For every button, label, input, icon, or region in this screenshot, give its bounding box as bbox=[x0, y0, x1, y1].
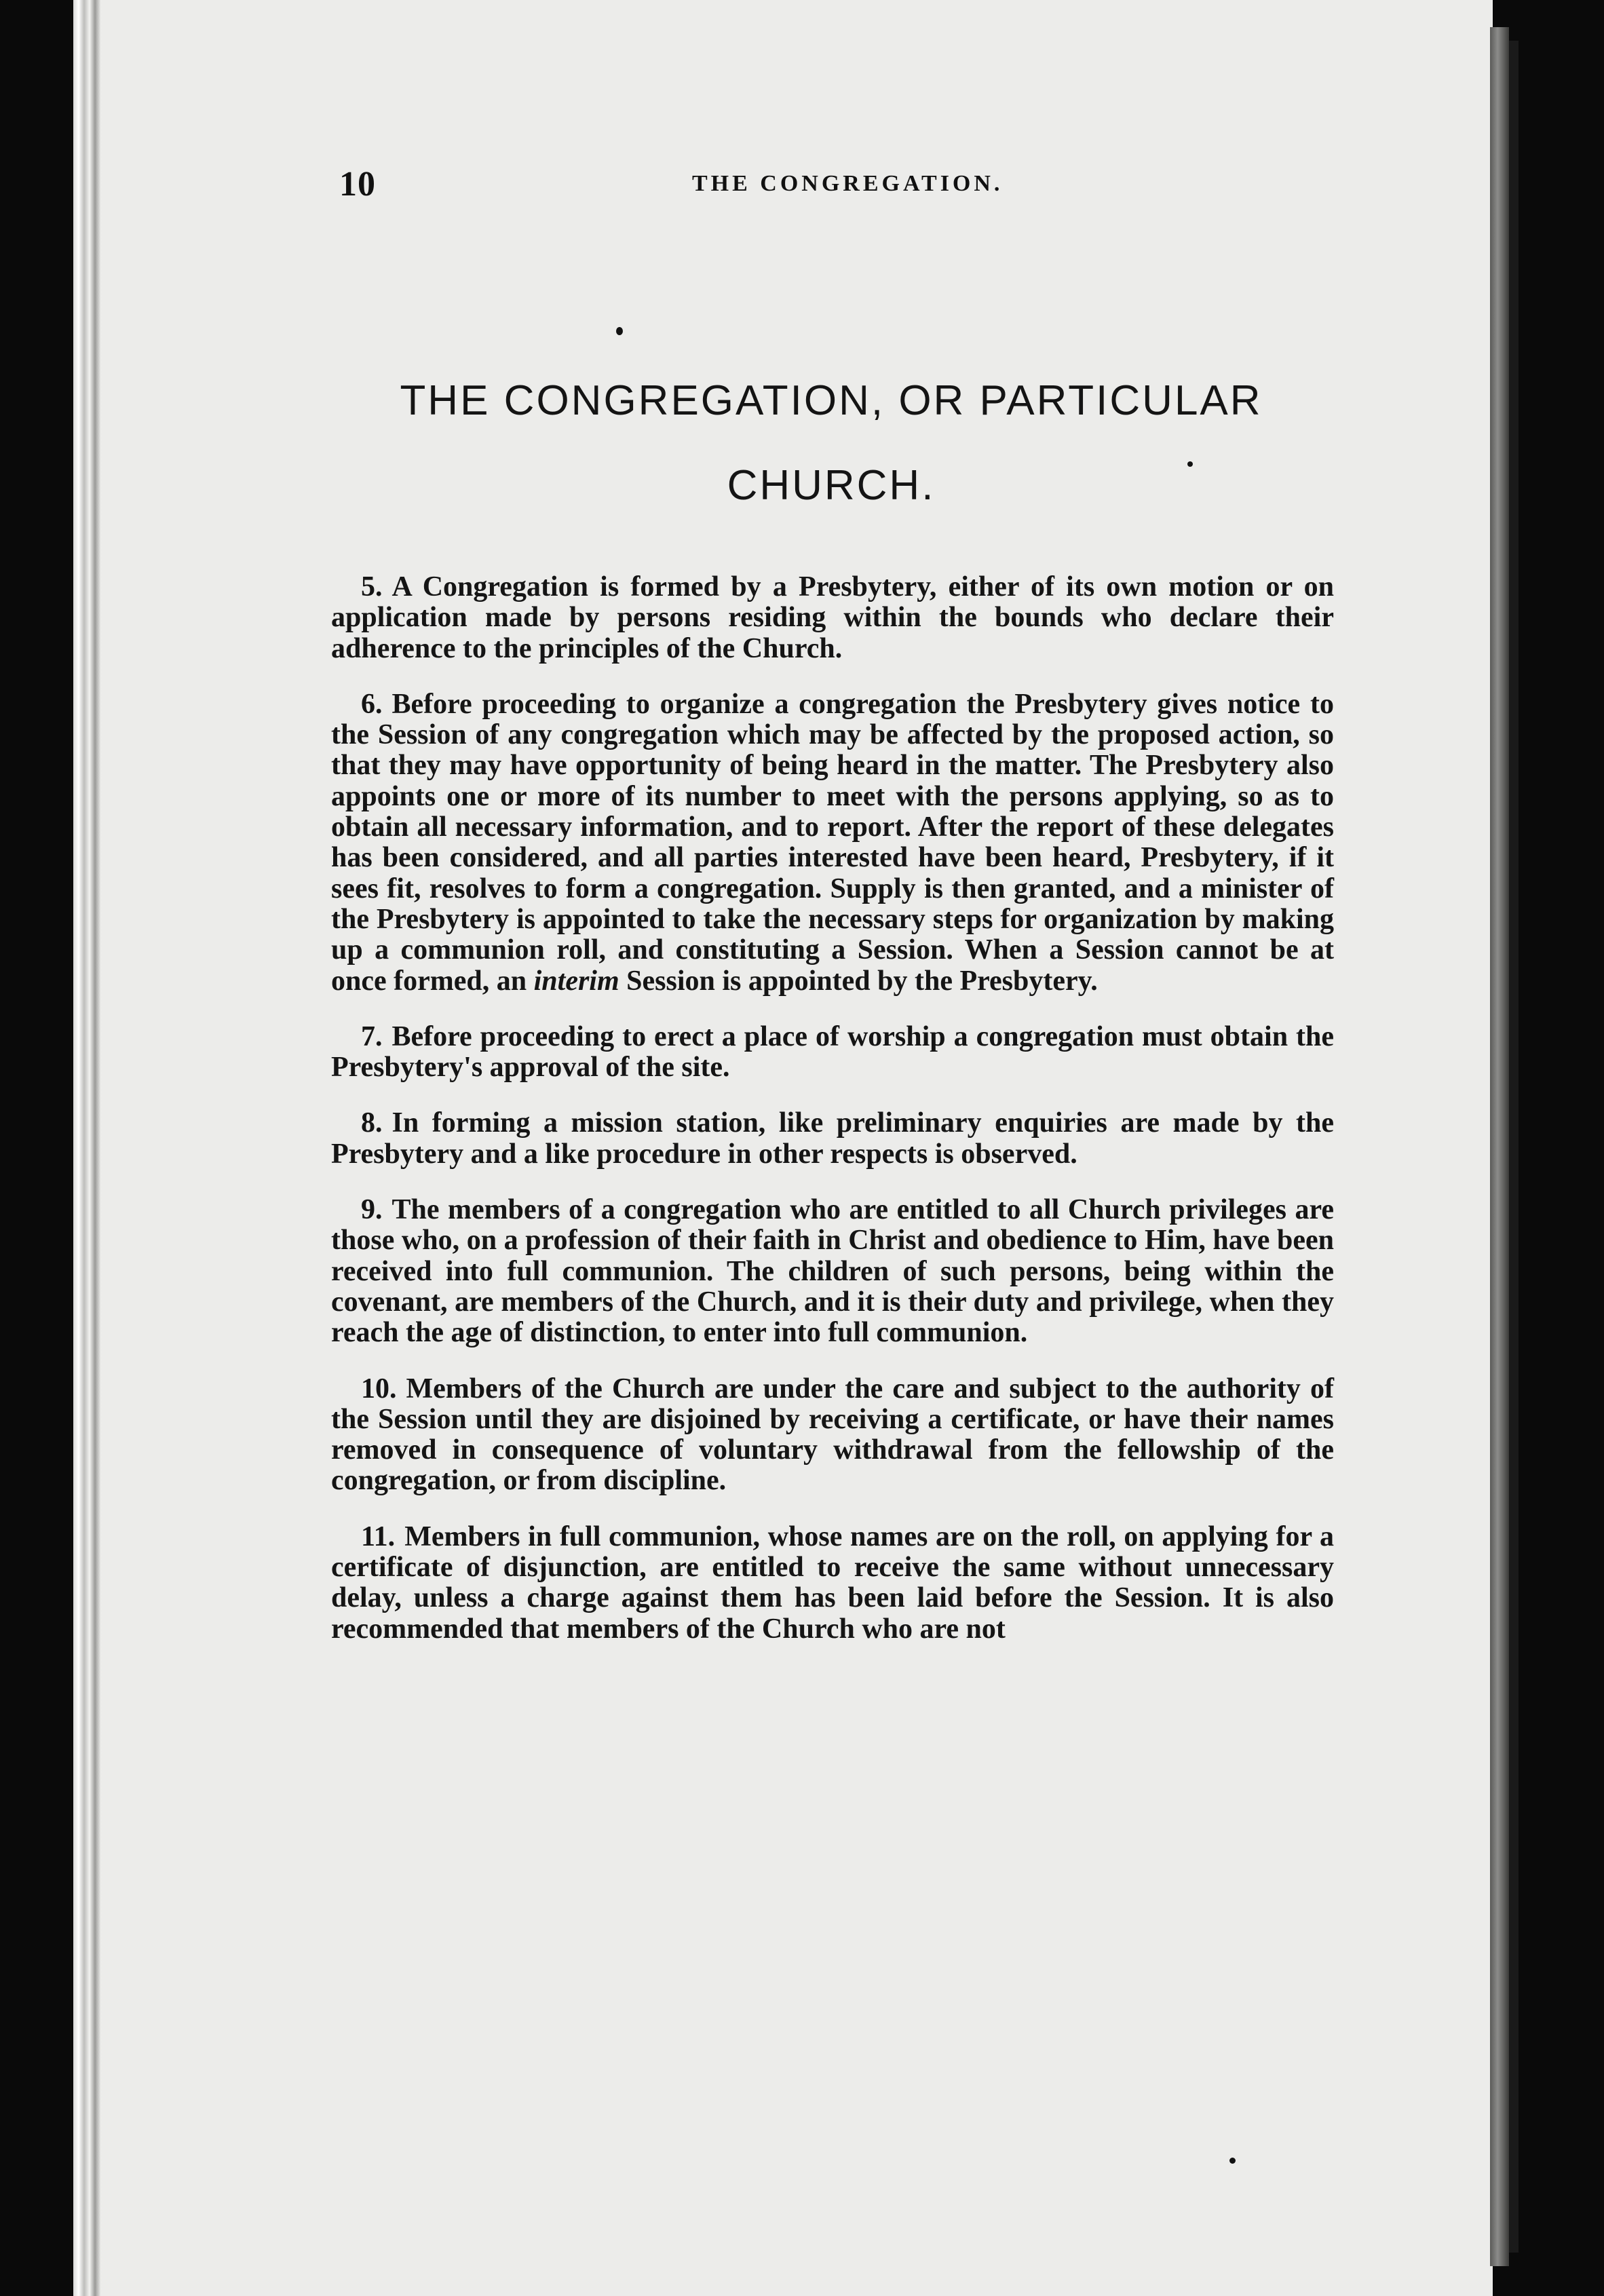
paragraph-6 bbox=[331, 689, 1334, 997]
paragraph-text-continued: Session is appointed by the Presbytery. bbox=[626, 965, 1098, 997]
paragraph-number: 8. bbox=[361, 1107, 383, 1139]
ink-speck bbox=[1229, 2158, 1236, 2164]
paragraph-number: 5. bbox=[361, 571, 383, 602]
paragraph-text: The members of a congregation who are entitled to all Church privileges are those who, on a profession of their faith in Christ and obedience to Him, have been received into full communion. The children of such persons, being within the covenant, are members of the Church, and it is their duty and privilege, when they reach the age of distinction, to enter into full communion. bbox=[331, 1194, 1334, 1349]
paragraph-text: Members in full communion, whose names are on the roll, on applying for a certificate of disjunction, are entitled to receive the same without unnecessary delay, unless a charge against them has been laid before the Session. It is also recommended that members of the Church who are not bbox=[331, 1520, 1334, 1645]
paragraph-number: 9. bbox=[361, 1194, 383, 1226]
paragraph-text: Members of the Church are under the care and subject to the authority of the Session until they are disjoined by receiving a certificate, or have their names removed in consequence of voluntary withdrawal from the fellowship of the congregation, or from discipline. bbox=[331, 1373, 1334, 1497]
running-head bbox=[0, 164, 1604, 205]
paragraph-text: In forming a mission station, like preliminary enquiries are made by the Presbytery and a like procedure in other respects is observed. bbox=[331, 1107, 1334, 1170]
page-number: 10 bbox=[339, 165, 376, 204]
binding-edge bbox=[73, 0, 100, 2296]
paragraph-number: 10. bbox=[361, 1373, 397, 1404]
paragraph-8 bbox=[331, 1108, 1334, 1170]
paragraph-number: 6. bbox=[361, 688, 383, 720]
body-text bbox=[331, 572, 1334, 1670]
paragraph-5 bbox=[331, 572, 1334, 664]
paragraph-text: Before proceeding to organize a congregation the Presbytery gives notice to the Session of any congregation which may be affected by the proposed action, so that they may have opportunity of being heard in the matter. The Presbytery also appoints one or more of its number to meet with the persons applying, so as to obtain all necessary information, and to report. After the report of these delegates has been considered, and all parties interested have been heard, Presbytery, if it sees fit, resolves to form a congregation. Supply is then granted, and a minister of the Presbytery is appointed to take the necessary steps for organization by making up a communion roll, and constituting a Session. When a Session cannot be at once formed, an bbox=[331, 688, 1334, 997]
paragraph-9 bbox=[331, 1195, 1334, 1348]
paragraph-text: A Congregation is formed by a Presbytery, either of its own motion or on application made by persons residing within the bounds who declare their adherence to the principles of the Church. bbox=[331, 571, 1334, 664]
running-title: THE CONGREGATION. bbox=[692, 171, 1004, 196]
paragraph-number: 11. bbox=[361, 1520, 396, 1552]
ink-speck bbox=[616, 327, 623, 335]
section-heading-line-1: THE CONGREGATION, OR PARTICULAR bbox=[400, 377, 1263, 424]
paragraph-number: 7. bbox=[361, 1020, 383, 1052]
page-edge-shadow bbox=[1490, 27, 1509, 2266]
paragraph-10 bbox=[331, 1374, 1334, 1497]
italic-word: interim bbox=[533, 965, 619, 997]
section-heading-line-2: CHURCH. bbox=[727, 462, 936, 509]
paragraph-11 bbox=[331, 1522, 1334, 1645]
page-edge-dark bbox=[1509, 41, 1519, 2253]
paragraph-text: Before proceeding to erect a place of worship a congregation must obtain the Presbytery's approval of the site. bbox=[331, 1020, 1334, 1084]
paragraph-7 bbox=[331, 1022, 1334, 1084]
